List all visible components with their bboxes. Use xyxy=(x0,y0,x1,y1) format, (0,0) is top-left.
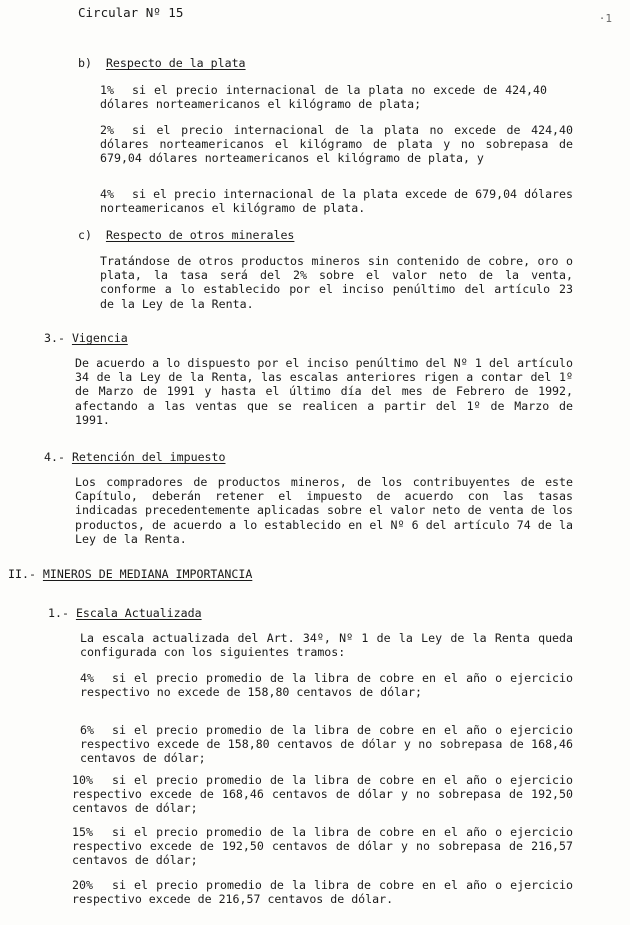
section-c-label: c) xyxy=(78,228,92,242)
section-4-heading xyxy=(44,450,226,464)
section-3-label: 3.- xyxy=(44,331,65,345)
cobre-text-5: si el precio promedio de la libra de cobre en el año o ejercicio respectivo excede de 216,57 centavos de dólar. xyxy=(72,878,573,907)
cobre-rate-5: 20% xyxy=(72,878,93,892)
section-II-heading xyxy=(8,567,252,581)
page-title: Circular Nº 15 xyxy=(78,5,184,20)
plata-item-1 xyxy=(100,83,547,111)
corner-mark: ·1 xyxy=(598,12,612,25)
cobre-text-2: si el precio promedio de la libra de cobre en el año o ejercicio respectivo excede de 158,80 centavos de dólar y no sobrepasa de 168,46 centavos de dólar; xyxy=(80,723,573,766)
cobre-text-4: si el precio promedio de la libra de cobre en el año o ejercicio respectivo excede de 192,50 centavos de dólar y no sobrepasa de 216,57 centavos de dólar; xyxy=(72,825,573,868)
section-3-title: Vigencia xyxy=(71,331,128,345)
section-II-label: II.- xyxy=(8,567,36,581)
cobre-text-3: si el precio promedio de la libra de cobre en el año o ejercicio respectivo excede de 168,46 centavos de dólar y no sobrepasa de 192,50 centavos de dólar; xyxy=(72,773,573,816)
cobre-rate-2: 6% xyxy=(80,723,94,737)
section-4-body: Los compradores de productos mineros, de los contribuyentes de este Capítulo, deberán retener el impuesto de acuerdo con las tasas indicadas precedentemente aplicadas sobre el valor neto de venta de los productos, de acuerdo a lo establecido en el Nº 6 del artículo 74 de la Ley de la Renta. xyxy=(75,475,573,546)
cobre-text-1: si el precio promedio de la libra de cobre en el año o ejercicio respectivo no excede de 158,80 centavos de dólar; xyxy=(80,671,573,700)
plata-text-2: si el precio internacional de la plata no excede de 424,40 dólares norteamericanos el kilógramo de plata y no sobrepasa de 679,04 dólares norteamericanos el kilógramo de plata, y xyxy=(100,123,573,166)
cobre-item-4 xyxy=(72,825,573,868)
plata-item-2 xyxy=(100,123,573,166)
section-II-1-label: 1.- xyxy=(48,606,69,620)
plata-rate-3: 4% xyxy=(100,187,114,201)
section-II-1-heading xyxy=(48,606,202,620)
cobre-rate-4: 15% xyxy=(72,825,93,839)
cobre-item-1 xyxy=(80,671,573,699)
plata-item-3 xyxy=(100,187,573,215)
cobre-item-5 xyxy=(72,878,573,906)
plata-rate-2: 2% xyxy=(100,123,114,137)
section-b-label: b) xyxy=(78,56,92,70)
section-b-heading xyxy=(78,56,246,70)
cobre-item-2 xyxy=(80,723,573,766)
section-3-heading xyxy=(44,331,128,345)
section-4-label: 4.- xyxy=(44,450,65,464)
section-c-title: Respecto de otros minerales xyxy=(105,228,295,242)
section-c-body: Tratándose de otros productos mineros sin contenido de cobre, oro o plata, la tasa será del 2% sobre el valor neto de la venta, conforme a lo establecido por el inciso penúltimo del artículo 23 de la Ley de la Renta. xyxy=(100,254,573,311)
cobre-rate-3: 10% xyxy=(72,773,93,787)
cobre-rate-1: 4% xyxy=(80,671,94,685)
cobre-item-3 xyxy=(72,773,573,816)
section-II-1-title: Escala Actualizada xyxy=(75,606,202,620)
section-3-body: De acuerdo a lo dispuesto por el inciso penúltimo del Nº 1 del artículo 34 de la Ley de la Renta, las escalas anteriores rigen a contar del 1º de Marzo de 1991 y hasta el último día del mes de Febrero de 1992, afectando a las ventas que se realicen a partir del 1º de Marzo de 1991. xyxy=(75,356,573,427)
plata-rate-1: 1% xyxy=(100,83,114,97)
section-II-title: MINEROS DE MEDIANA IMPORTANCIA xyxy=(42,567,253,581)
section-II-1-intro: La escala actualizada del Art. 34º, Nº 1 de la Ley de la Renta queda configurada con los siguientes tramos: xyxy=(80,631,573,660)
section-b-title: Respecto de la plata xyxy=(105,56,246,70)
plata-text-3: si el precio internacional de la plata excede de 679,04 dólares norteamericanos el kilógramo de plata. xyxy=(100,187,573,216)
plata-text-1: si el precio internacional de la plata no excede de 424,40 dólares norteamericanos el kilógramo de plata; xyxy=(100,83,547,112)
section-c-heading xyxy=(78,228,294,242)
section-4-title: Retención del impuesto xyxy=(71,450,226,464)
